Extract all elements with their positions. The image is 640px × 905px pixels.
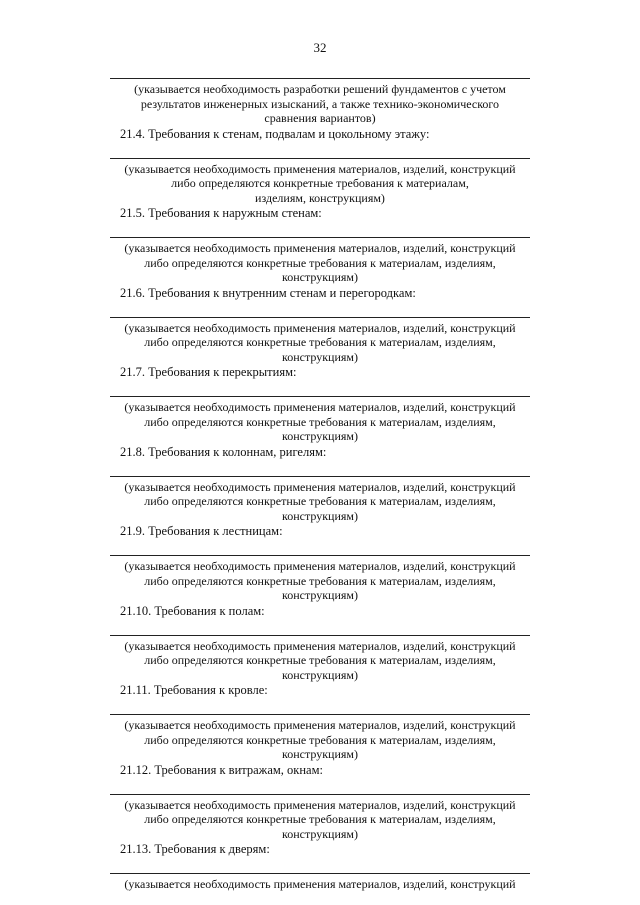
blank-fill-line xyxy=(110,237,530,238)
section-heading: 21.12. Требования к витражам, окнам: xyxy=(120,762,323,777)
section-note xyxy=(110,321,530,365)
section-21-5 xyxy=(110,206,530,285)
note-line: (указывается необходимость применения материалов, изделий, конструкций xyxy=(124,161,516,176)
note-line: (указывается необходимость применения материалов, изделий, конструкций xyxy=(124,638,516,653)
section-heading: 21.10. Требования к полам: xyxy=(120,603,265,618)
blank-fill-line xyxy=(110,396,530,397)
section-note xyxy=(110,877,530,892)
intro-note-block xyxy=(110,78,530,126)
note-line: конструкциям) xyxy=(282,747,358,761)
note-line: (указывается необходимость применения материалов, изделий, конструкций xyxy=(124,241,516,255)
blank-fill-line xyxy=(110,78,530,79)
section-note xyxy=(110,718,530,762)
section-heading: 21.6. Требования к внутренним стенам и перегородкам: xyxy=(120,285,416,300)
note-line: конструкциям) xyxy=(282,429,358,443)
note-line: (указывается необходимость разработки решений фундаментов с учетом xyxy=(134,82,506,96)
section-21-9 xyxy=(110,524,530,603)
page-number: 32 xyxy=(313,40,327,55)
blank-fill-line xyxy=(110,873,530,874)
note-line: конструкциям) xyxy=(282,588,358,602)
note-line: либо определяются конкретные требования к материалам, изделиям, xyxy=(144,414,496,429)
note-line: либо определяются конкретные требования к материалам, изделиям, xyxy=(144,653,496,667)
section-21-6 xyxy=(110,286,530,365)
blank-fill-line xyxy=(110,794,530,795)
section-note xyxy=(110,798,530,842)
section-21-10 xyxy=(110,604,530,683)
section-21-7 xyxy=(110,365,530,444)
note-line: либо определяются конкретные требования к материалам, xyxy=(171,176,469,190)
section-heading: 21.7. Требования к перекрытиям: xyxy=(120,365,297,379)
section-heading: 21.4. Требования к стенам, подвалам и цокольному этажу: xyxy=(120,126,430,141)
note-line: конструкциям) xyxy=(282,270,358,284)
section-note xyxy=(110,480,530,524)
note-line: (указывается необходимость применения материалов, изделий, конструкций xyxy=(124,400,516,414)
note-line: (указывается необходимость применения материалов, изделий, конструкций xyxy=(124,877,516,891)
intro-note xyxy=(110,82,530,126)
section-21-11 xyxy=(110,683,530,762)
section-note xyxy=(110,639,530,683)
blank-fill-line xyxy=(110,714,530,715)
note-line: конструкциям) xyxy=(282,667,358,682)
section-note xyxy=(110,162,530,206)
note-line: либо определяются конкретные требования к материалам, изделиям, xyxy=(144,573,496,588)
note-line: изделиям, конструкциям) xyxy=(255,190,385,205)
document-body xyxy=(110,78,530,892)
note-line: либо определяются конкретные требования к материалам, изделиям, xyxy=(144,732,496,747)
section-heading: 21.11. Требования к кровле: xyxy=(120,683,268,697)
blank-fill-line xyxy=(110,635,530,636)
blank-fill-line xyxy=(110,158,530,159)
section-heading: 21.9. Требования к лестницам: xyxy=(120,524,283,538)
note-line: (указывается необходимость применения материалов, изделий, конструкций xyxy=(124,479,516,494)
note-line: (указывается необходимость применения материалов, изделий, конструкций xyxy=(124,320,516,335)
section-note xyxy=(110,559,530,603)
note-line: конструкциям) xyxy=(282,349,358,364)
blank-fill-line xyxy=(110,476,530,477)
note-line: конструкциям) xyxy=(282,508,358,523)
note-line: (указывается необходимость применения материалов, изделий, конструкций xyxy=(124,559,516,573)
note-line: конструкциям) xyxy=(282,826,358,841)
note-line: (указывается необходимость применения материалов, изделий, конструкций xyxy=(124,718,516,732)
note-line: сравнения вариантов) xyxy=(264,111,376,125)
section-21-4 xyxy=(110,127,530,206)
note-line: либо определяются конкретные требования к материалам, изделиям, xyxy=(144,255,496,270)
note-line: (указывается необходимость применения материалов, изделий, конструкций xyxy=(124,797,516,812)
section-note xyxy=(110,241,530,285)
blank-fill-line xyxy=(110,317,530,318)
note-line: либо определяются конкретные требования к материалам, изделиям, xyxy=(144,335,496,349)
note-line: либо определяются конкретные требования к материалам, изделиям, xyxy=(144,494,496,508)
blank-fill-line xyxy=(110,555,530,556)
section-21-8 xyxy=(110,445,530,524)
section-21-13 xyxy=(110,842,530,892)
note-line: либо определяются конкретные требования к материалам, изделиям, xyxy=(144,812,496,826)
section-note xyxy=(110,400,530,444)
section-heading: 21.5. Требования к наружным стенам: xyxy=(120,206,322,220)
section-heading: 21.13. Требования к дверям: xyxy=(120,842,270,856)
section-21-12 xyxy=(110,763,530,842)
section-heading: 21.8. Требования к колоннам, ригелям: xyxy=(120,444,327,459)
note-line: результатов инженерных изысканий, а также технико-экономического xyxy=(140,96,500,111)
